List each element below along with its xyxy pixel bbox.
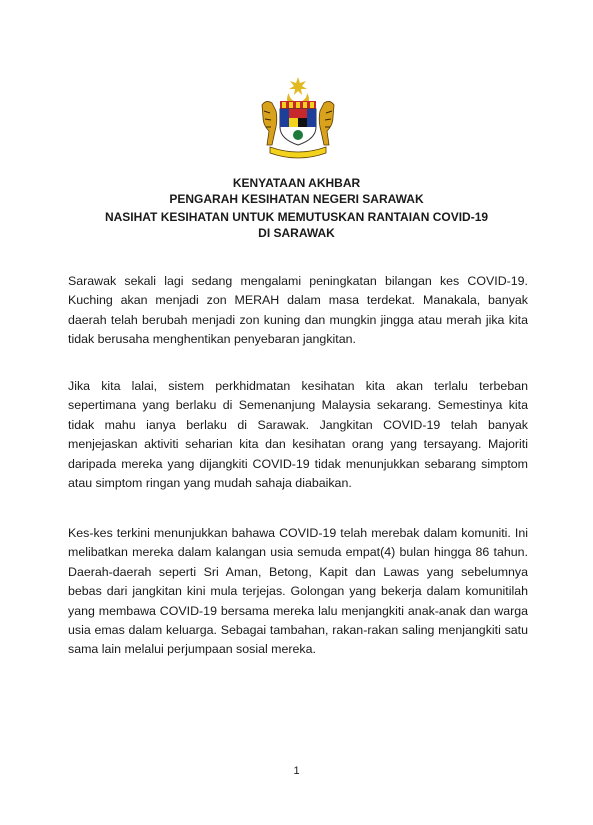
page-number: 1	[293, 765, 300, 777]
press-release-heading	[0, 175, 593, 207]
title-line-1: NASIHAT KESIHATAN UNTUK MEMUTUSKAN RANTAIAN COVID-19	[104, 210, 489, 224]
paragraph-1: Sarawak sekali lagi sedang mengalami peningkatan bilangan kes COVID-19. Kuching akan menjadi zon MERAH dalam masa terdekat. Manakala, banyak daerah telah berubah menjadi zon kuning dan mungkin jingga atau merah jika kita tidak berusaha menghentikan penyebaran jangkitan.	[68, 274, 528, 347]
paragraph-3: Kes-kes terkini menunjukkan bahawa COVID-19 telah merebak dalam komuniti. Ini melibatkan mereka dalam kalangan usia semuda empat(4) bulan hingga 86 tahun. Daerah-daerah seperti Sri Aman, Betong, Kapit dan Lawas yang sebelumnya bebas dari jangkitan kini mula terjejas. Golongan yang bekerja dalam komunitilah yang membawa COVID-19 bersama mereka lalu menjangkiti anak-anak dan warga usia emas dalam keluarga. Sebagai tambahan, rakan-rakan saling menjangkiti satu sama lain melalui perjumpaan sosial mereka.	[68, 526, 528, 657]
title-line-2: DI SARAWAK	[258, 226, 335, 240]
heading-line-2: PENGARAH KESIHATAN NEGERI SARAWAK	[169, 192, 424, 206]
coat-of-arms-logo	[256, 75, 340, 159]
heading-line-1: KENYATAAN AKHBAR	[232, 176, 361, 190]
document-title	[0, 209, 593, 241]
paragraph-2: Jika kita lalai, sistem perkhidmatan kesihatan kita akan terlalu terbeban sepertimana yang berlaku di Semenanjung Malaysia sekarang. Semestinya kita tidak mahu ianya berlaku di Sarawak. Jangkitan COVID-19 telah banyak menjejaskan aktiviti seharian kita dan kesihatan orang yang tersayang. Majoriti daripada mereka yang dijangkiti COVID-19 tidak menunjukkan sebarang simptom atau simptom ringan yang mudah sahaja diabaikan.	[68, 379, 528, 491]
